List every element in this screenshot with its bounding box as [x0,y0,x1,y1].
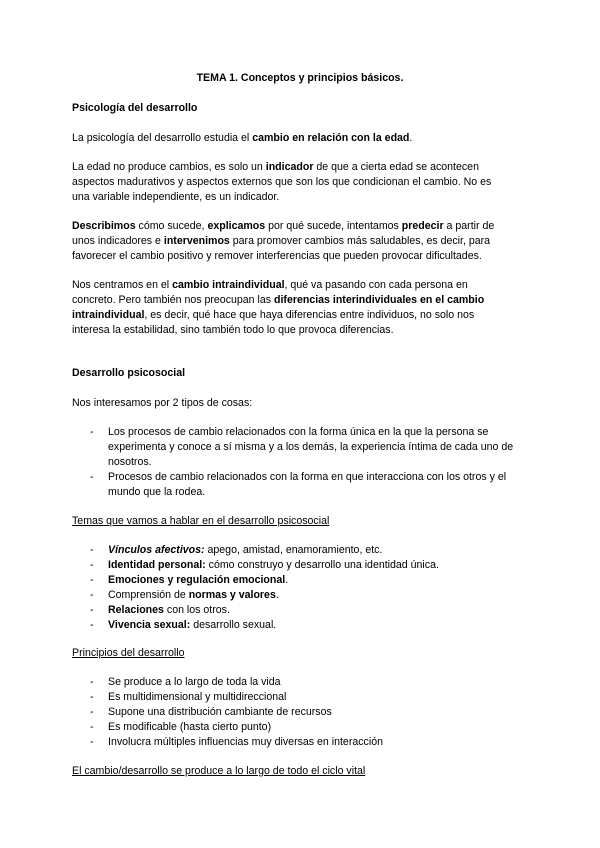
list-item-line: nosotros. [108,456,152,468]
paragraph-4-line-3: intraindividual, es decir, qué hace que haya diferencias entre individuos, no solo nos [72,309,475,321]
paragraph-2-line-3: una variable independiente, es un indicador. [72,191,280,203]
paragraph-1: La psicología del desarrollo estudia el cambio en relación con la edad. [72,132,413,144]
paragraph-4-line-2: concreto. Pero también nos preocupan las diferencias interindividuales en el cambio [72,294,485,306]
subheading-principios: Principios del desarrollo [72,647,185,659]
section-heading-psicologia: Psicología del desarrollo [72,102,198,114]
intro-line: Nos interesamos por 2 tipos de cosas: [72,397,253,409]
subheading-temas: Temas que vamos a hablar en el desarrollo psicosocial [72,515,330,527]
list-item-text: Se produce a lo largo de toda la vida [108,676,281,688]
dash-bullet: - [90,544,94,556]
list-item-text: Emociones y regulación emocional. [108,574,289,586]
paragraph-2-line-2: aspectos madurativos y aspectos externos que son los que condicionan el cambio. No es [72,176,492,188]
paragraph-3-line-1: Describimos cómo sucede, explicamos por qué sucede, intentamos predecir a partir de [72,220,495,232]
list-item-text: Supone una distribución cambiante de recursos [108,706,332,718]
paragraph-2-line-1: La edad no produce cambios, es solo un indicador de que a cierta edad se acontecen [72,161,479,173]
section-heading-psicosocial: Desarrollo psicosocial [72,367,186,379]
dash-bullet: - [90,706,94,718]
list-item-line: mundo que la rodea. [108,486,206,498]
subheading-ciclo-vital: El cambio/desarrollo se produce a lo largo de todo el ciclo vital [72,765,366,777]
dash-bullet: - [90,574,94,586]
document-title: TEMA 1. Conceptos y principios básicos. [196,72,404,84]
list-item-line: experimenta y conoce a sí misma y a los demás, la experiencia íntima de cada uno de [108,441,514,453]
list-item-text: Identidad personal: cómo construyo y desarrollo una identidad única. [108,559,439,571]
dash-bullet: - [90,676,94,688]
list-item-text: Involucra múltiples influencias muy diversas en interacción [108,736,383,748]
dash-bullet: - [90,559,94,571]
dash-bullet: - [90,736,94,748]
paragraph-3-line-2: unos indicadores e intervenimos para promover cambios más saludables, es decir, para [72,235,491,247]
dash-bullet: - [90,721,94,733]
list-item-text: Relaciones con los otros. [108,604,230,616]
dash-bullet: - [90,619,94,631]
dash-bullet: - [90,589,94,601]
list-item-text: Vínculos afectivos: apego, amistad, enamoramiento, etc. [108,544,383,556]
paragraph-4-line-1: Nos centramos en el cambio intraindividual, qué va pasando con cada persona en [72,279,468,291]
list-item-text: Vivencia sexual: desarrollo sexual. [108,619,277,631]
dash-bullet: - [90,471,94,483]
list-item-line: Procesos de cambio relacionados con la forma en que interacciona con los otros y el [108,471,507,483]
dash-bullet: - [90,604,94,616]
dash-bullet: - [90,426,94,438]
list-item-text: Comprensión de normas y valores. [108,589,279,601]
paragraph-4-line-4: interesa la estabilidad, sino también todo lo que provoca diferencias. [72,324,394,336]
paragraph-3-line-3: favorecer el cambio positivo y remover interferencias que pueden provocar dificultades. [72,250,482,262]
list-item-line: Los procesos de cambio relacionados con la forma única en la que la persona se [108,426,489,438]
list-item-text: Es multidimensional y multidireccional [108,691,287,703]
list-item-text: Es modificable (hasta cierto punto) [108,721,272,733]
dash-bullet: - [90,691,94,703]
